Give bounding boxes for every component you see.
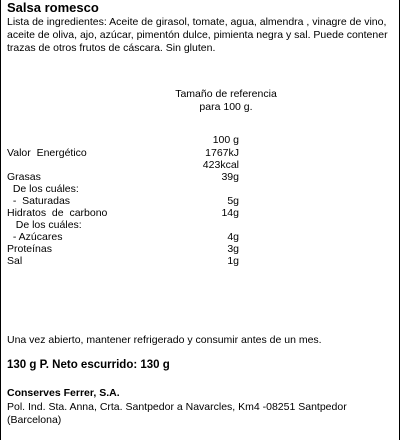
nutrition-value: 1767kJ (205, 147, 239, 159)
nutrition-label: - Saturadas (7, 195, 71, 207)
nutrition-label: Sal (7, 255, 23, 267)
nutrition-label: Grasas (7, 171, 41, 183)
nutrition-row (7, 255, 397, 268)
nutrition-label: Valor Energético (7, 147, 87, 159)
net-weight: 130 g P. Neto escurrido: 130 g (7, 359, 170, 371)
nutrition-value: 14g (221, 207, 239, 219)
company-name: Conserves Ferrer, S.A. (7, 387, 120, 399)
nutrition-label: Proteínas (7, 243, 52, 255)
nutrition-label: - Azúcares (7, 231, 63, 243)
nutrition-value: 3g (227, 243, 239, 255)
nutrition-value: 423kcal (202, 159, 239, 171)
nutrition-header-value: 100 g (212, 134, 239, 146)
nutrition-value: 1g (227, 255, 239, 267)
nutrition-label: Hidratos de carbono (7, 207, 108, 219)
product-title: Salsa romesco (7, 0, 99, 15)
company-address: Pol. Ind. Sta. Anna, Crta. Santpedor a Navarcles, Km4 -08251 Santpedor (Barcelona) (7, 401, 347, 426)
storage-note: Una vez abierto, mantener refrigerado y consumir antes de un mes. (7, 334, 322, 346)
nutrition-label: De los cuáles: (7, 219, 82, 231)
reference-line-1: Tamaño de referencia (175, 88, 277, 100)
nutrition-value: 4g (227, 231, 239, 243)
nutrition-value: 5g (227, 195, 239, 207)
ingredients-list: Lista de ingredientes: Aceite de girasol, tomate, agua, almendra , vinagre de vino, aceite de oliva, ajo, azúcar, pimentón dulce, pimienta negra y sal. Puede contener trazas de otros frutos de cáscara. Sin gluten. (7, 16, 388, 54)
nutrition-value: 39g (221, 171, 239, 183)
reference-line-2: para 100 g. (199, 101, 253, 113)
reference-size (151, 88, 301, 114)
nutrition-label: De los cuáles: (7, 183, 79, 195)
nutrition-header-row (7, 134, 397, 147)
